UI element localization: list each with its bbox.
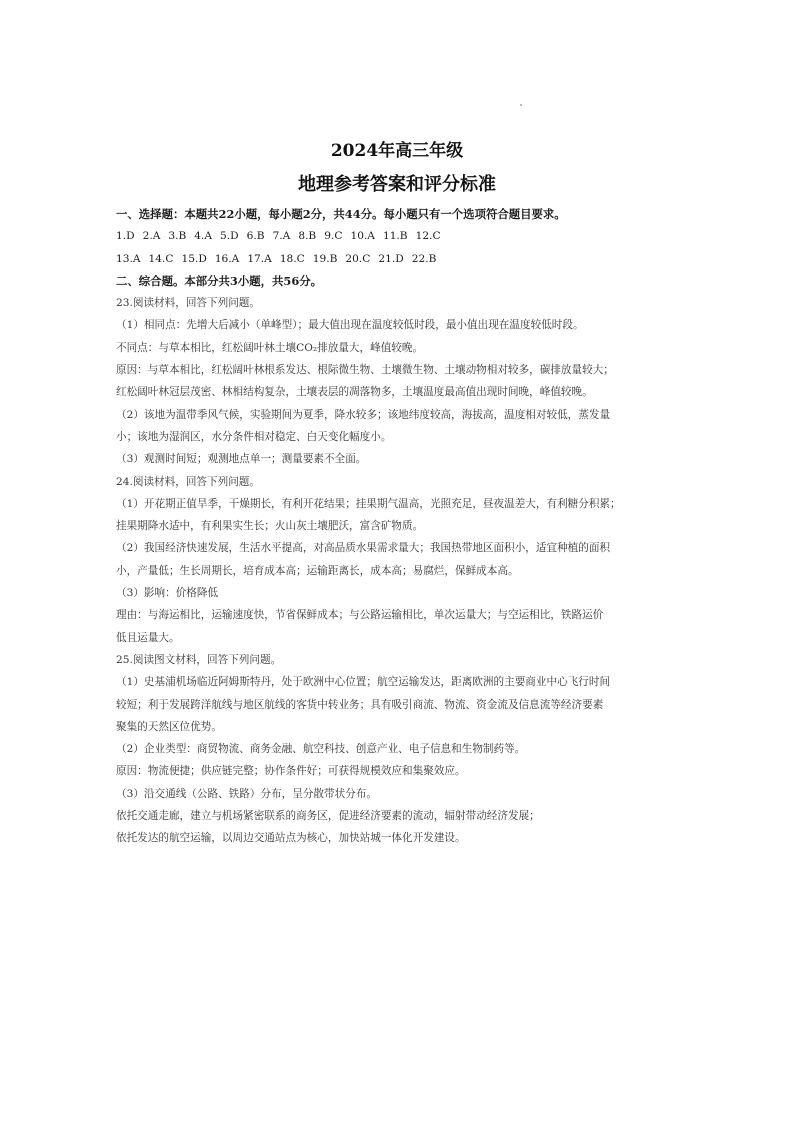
text-line: 聚集的天然区位优势。 <box>116 720 222 733</box>
answer-item: 6.B <box>246 230 265 243</box>
answer-item: 14.C <box>148 252 174 265</box>
text-line: 较短；利于发展跨洋航线与地区航线的客货中转业务；具有吸引商流、物流、资金流及信息流等经济要素 <box>116 698 604 711</box>
answer-item: 15.D <box>181 252 207 265</box>
text-line: 红松阔叶林冠层茂密、林相结构复杂，土壤表层的凋落物多，土壤温度最高值出现时间晚，峰值较晚。 <box>116 386 593 399</box>
answer-item: 21.D <box>378 252 404 265</box>
text-line: 原因：物流便捷；供应链完整；协作条件好；可获得规模效应和集聚效应。 <box>116 765 466 778</box>
text-line: （2）我国经济快速发展，生活水平提高，对高品质水果需求量大；我国热带地区面积小，适宜种植的面积 <box>116 542 611 555</box>
text-line: （1）史基浦机场临近阿姆斯特丹，处于欧洲中心位置；航空运输发达，距离欧洲的主要商业中心飞行时间 <box>116 676 611 689</box>
text-line: 小；该地为湿润区，水分条件相对稳定、白天变化幅度小。 <box>116 430 392 443</box>
text-line: （1）开花期正值旱季，干燥期长，有利开花结果；挂果期气温高，光照充足，昼夜温差大，有利糖分积累； <box>116 497 621 510</box>
text-line: 依托发达的航空运输，以周边交通站点为核心，加快站城一体化开发建设。 <box>116 832 466 845</box>
answer-item: 17.A <box>247 252 272 265</box>
text-line: 23.阅读材料，回答下列问题。 <box>116 297 260 310</box>
text-line: 原因：与草本相比，红松阔叶林根系发达、根际微生物、土壤微生物、土壤动物相对较多，碳排放量较大； <box>116 364 614 377</box>
text-line: （3）影响：价格降低 <box>116 587 219 600</box>
text-line: 25.阅读图文材料，回答下列问题。 <box>116 653 282 666</box>
document-subtitle: 地理参考答案和评分标准 <box>298 174 496 195</box>
answer-item: 19.B <box>312 252 338 265</box>
text-line: 低且运量大。 <box>116 631 180 644</box>
answers-row-2 <box>116 248 696 270</box>
section2-content <box>116 292 696 849</box>
text-line: 小，产量低；生长周期长，培育成本高；运输距离长，成本高；易腐烂，保鲜成本高。 <box>116 564 519 577</box>
scan-speck <box>520 104 522 106</box>
answer-item: 18.C <box>279 252 305 265</box>
answers-row-1 <box>116 225 696 247</box>
answer-item: 7.A <box>272 230 291 243</box>
answer-item: 1.D <box>116 230 135 243</box>
document-body <box>116 203 696 850</box>
answer-item: 12.C <box>415 230 441 243</box>
text-line: （3）观测时间短；观测地点单一；测量要素不全面。 <box>116 453 367 466</box>
answer-item: 9.C <box>324 230 343 243</box>
text-line: 挂果期降水适中，有利果实生长；火山灰土壤肥沃，富含矿物质。 <box>116 520 424 533</box>
text-line: （2）该地为温带季风气候，实验期间为夏季，降水较多；该地纬度较高，海拔高，温度相对较低，蒸发量 <box>116 408 611 421</box>
answer-item: 13.A <box>116 252 141 265</box>
section1-heading: 一、选择题：本题共22小题，每小题2分，共44分。每小题只有一个选项符合题目要求。 <box>116 207 566 221</box>
answer-item: 8.B <box>298 230 317 243</box>
answer-item: 10.A <box>350 230 375 243</box>
answer-item: 11.B <box>382 230 408 243</box>
answer-item: 20.C <box>345 252 371 265</box>
answer-item: 4.A <box>194 230 213 243</box>
text-line: （1）相同点：先增大后减小（单峰型）；最大值出现在温度较低时段，最小值出现在温度较低时段。 <box>116 319 584 332</box>
answer-item: 5.D <box>220 230 239 243</box>
answer-item: 3.B <box>168 230 187 243</box>
answer-item: 22.B <box>411 252 437 265</box>
text-line: 依托交通走廊，建立与机场紧密联系的商务区，促进经济要素的流动，辐射带动经济发展； <box>116 810 540 823</box>
text-line: （3）沿交通线（公路、铁路）分布，呈分散带状分布。 <box>116 787 377 800</box>
text-line: （2）企业类型：商贸物流、商务金融、航空科技、创意产业、电子信息和生物制药等。 <box>116 743 526 756</box>
section2-heading: 二、综合题。本部分共3小题，共56分。 <box>116 273 323 288</box>
answer-item: 2.A <box>142 230 161 243</box>
text-line: 24.阅读材料，回答下列问题。 <box>116 475 260 488</box>
text-line: 不同点：与草本相比，红松阔叶林土壤CO₂排放量大，峰值较晚。 <box>116 341 424 354</box>
document-title: 2024年高三年级 <box>330 141 464 161</box>
answer-item: 16.A <box>214 252 240 265</box>
text-line: 理由：与海运相比，运输速度快，节省保鲜成本；与公路运输相比，单次运量大；与空运相比，铁路运价 <box>116 609 604 622</box>
